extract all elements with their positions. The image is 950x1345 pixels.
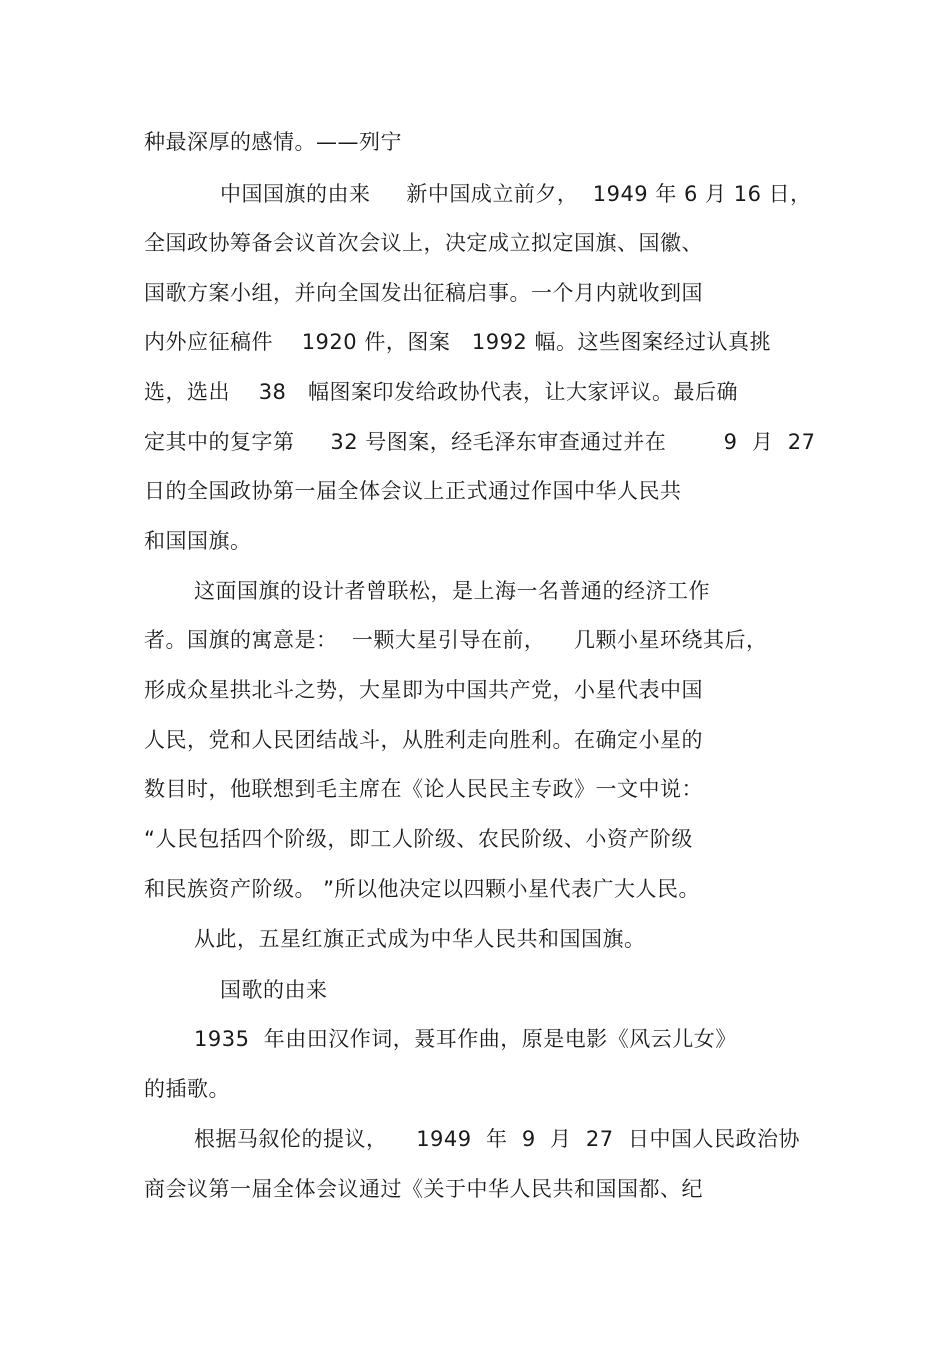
- text-line: 根据马叙伦的提议， 1949 年 9 月 27 日中国人民政治协: [194, 1127, 800, 1151]
- text-line: 从此，五星红旗正式成为中华人民共和国国旗。: [194, 927, 646, 951]
- text-line: “人民包括四个阶级，即工人阶级、农民阶级、小资产阶级: [144, 827, 693, 851]
- text-line: 数目时，他联想到毛主席在《论人民民主专政》一文中说：: [144, 777, 703, 801]
- text-line: 中国国旗的由来 新中国成立前夕， 1949 年 6 月 16 日，: [220, 182, 812, 206]
- text-line: 的插歌。: [144, 1077, 230, 1101]
- text-line: 商会议第一届全体会议通过《关于中华人民共和国国都、纪: [144, 1177, 703, 1201]
- text-line: 定其中的复字第 32 号图案，经毛泽东审查通过并在 9 月 27: [144, 430, 816, 454]
- text-line: 这面国旗的设计者曾联松，是上海一名普通的经济工作: [194, 579, 710, 603]
- text-line: 和国国旗。: [144, 529, 252, 553]
- text-line: 者。国旗的寓意是： 一颗大星引导在前， 几颗小星环绕其后，: [144, 628, 768, 652]
- text-line: 人民，党和人民团结战斗，从胜利走向胜利。在确定小星的: [144, 728, 703, 752]
- text-line: 国歌方案小组，并向全国发出征稿启事。一个月内就收到国: [144, 281, 703, 305]
- text-line: 种最深厚的感情。——列宁: [144, 130, 402, 154]
- text-line: 1935 年由田汉作词，聂耳作曲，原是电影《风云儿女》: [194, 1027, 737, 1051]
- text-line: 全国政协筹备会议首次会议上，决定成立拟定国旗、国徽、: [144, 231, 703, 255]
- text-line: 和民族资产阶级。 ”所以他决定以四颗小星代表广大人民。: [144, 877, 701, 901]
- section-heading: 国歌的由来: [220, 978, 328, 1002]
- text-line: 日的全国政协第一届全体会议上正式通过作国中华人民共: [144, 479, 682, 503]
- text-line: 内外应征稿件 1920 件，图案 1992 幅。这些图案经过认真挑: [144, 330, 771, 354]
- text-line: 选，选出 38 幅图案印发给政协代表，让大家评议。最后确: [144, 380, 738, 404]
- text-line: 形成众星拱北斗之势，大星即为中国共产党，小星代表中国: [144, 678, 703, 702]
